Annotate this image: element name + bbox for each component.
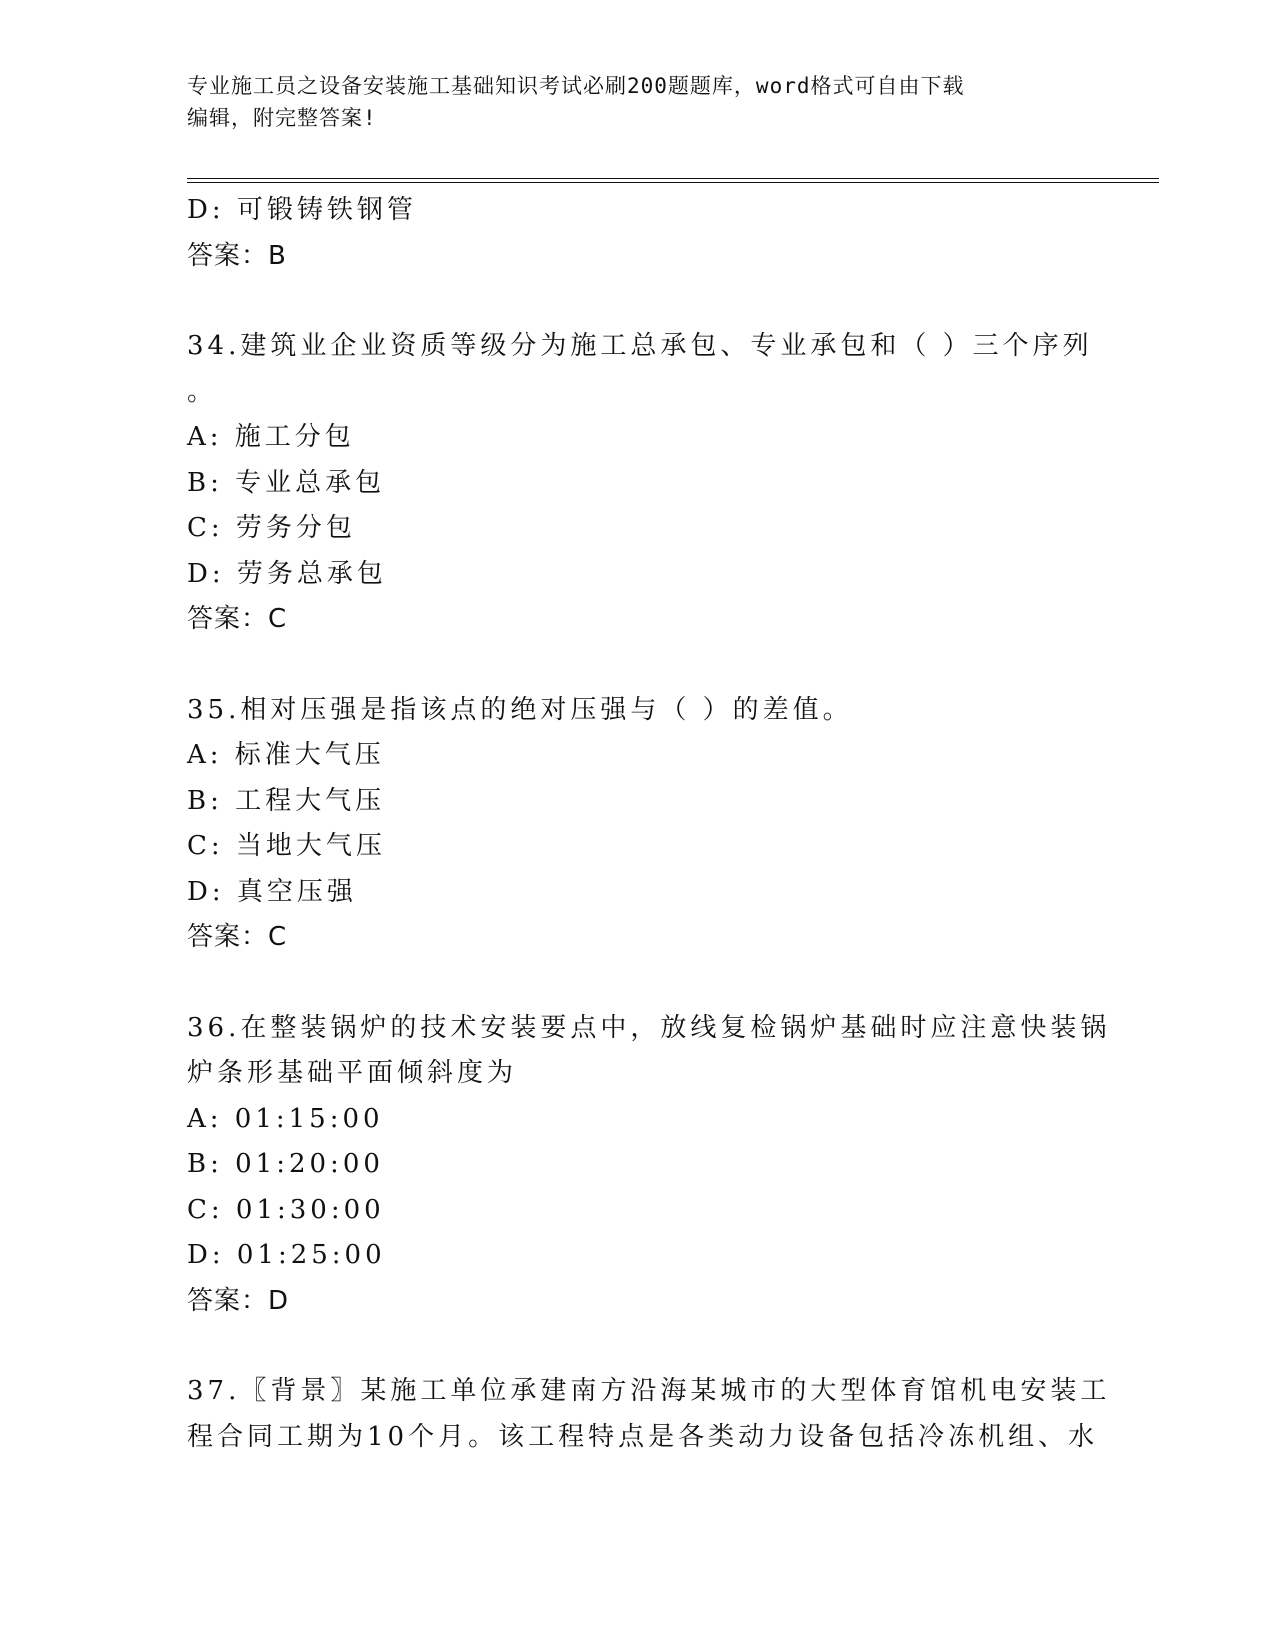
option-d: D: 真空压强 bbox=[187, 876, 357, 907]
header-line-2: 编辑，附完整答案! bbox=[187, 106, 377, 130]
option-d: D: 01:25:00 bbox=[187, 1240, 386, 1270]
answer: 答案：C bbox=[187, 604, 288, 634]
option-b: B: 工程大气压 bbox=[187, 785, 386, 816]
answer: 答案：B bbox=[187, 240, 287, 271]
question-34 bbox=[187, 324, 1093, 643]
header-double-rule bbox=[187, 178, 1159, 183]
question-stem-cont: 程合同工期为10个月。该工程特点是各类动力设备包括冷冻机组、水 bbox=[187, 1421, 1099, 1452]
question-stem: 35.相对压强是指该点的绝对压强与（ ）的差值。 bbox=[187, 694, 853, 725]
question-37 bbox=[187, 1369, 1111, 1460]
option-a: A: 标准大气压 bbox=[187, 740, 385, 770]
option-c: C: 01:30:00 bbox=[187, 1194, 385, 1225]
header-line-1: 专业施工员之设备安装施工基础知识考试必刷200题题库，word格式可自由下载 bbox=[187, 74, 965, 98]
answer: 答案：D bbox=[187, 1285, 290, 1316]
answer: 答案：C bbox=[187, 922, 288, 952]
option-b: B: 专业总承包 bbox=[187, 467, 386, 498]
option-d: D: 劳务总承包 bbox=[187, 558, 387, 589]
question-stem: 34.建筑业企业资质等级分为施工总承包、专业承包和（ ）三个序列 bbox=[187, 331, 1093, 361]
option-d: D: 可锻铸铁钢管 bbox=[187, 195, 417, 225]
document-header bbox=[187, 70, 1087, 134]
question-35 bbox=[187, 688, 1087, 961]
option-a: A: 施工分包 bbox=[187, 422, 355, 452]
option-c: C: 当地大气压 bbox=[187, 831, 386, 861]
option-c: C: 劳务分包 bbox=[187, 513, 356, 543]
question-stem: 36.在整装锅炉的技术安装要点中，放线复检锅炉基础时应注意快装锅 bbox=[187, 1012, 1111, 1043]
option-a: A: 01:15:00 bbox=[187, 1103, 384, 1134]
document-body bbox=[187, 188, 1111, 1460]
option-b: B: 01:20:00 bbox=[187, 1149, 384, 1179]
question-stem: 37.〖背景〗某施工单位承建南方沿海某城市的大型体育馆机电安装工 bbox=[187, 1376, 1111, 1406]
question-36 bbox=[187, 1006, 1111, 1325]
question-stem-cont: 。 bbox=[187, 376, 218, 407]
question-stem-cont: 炉条形基础平面倾斜度为 bbox=[187, 1058, 518, 1088]
